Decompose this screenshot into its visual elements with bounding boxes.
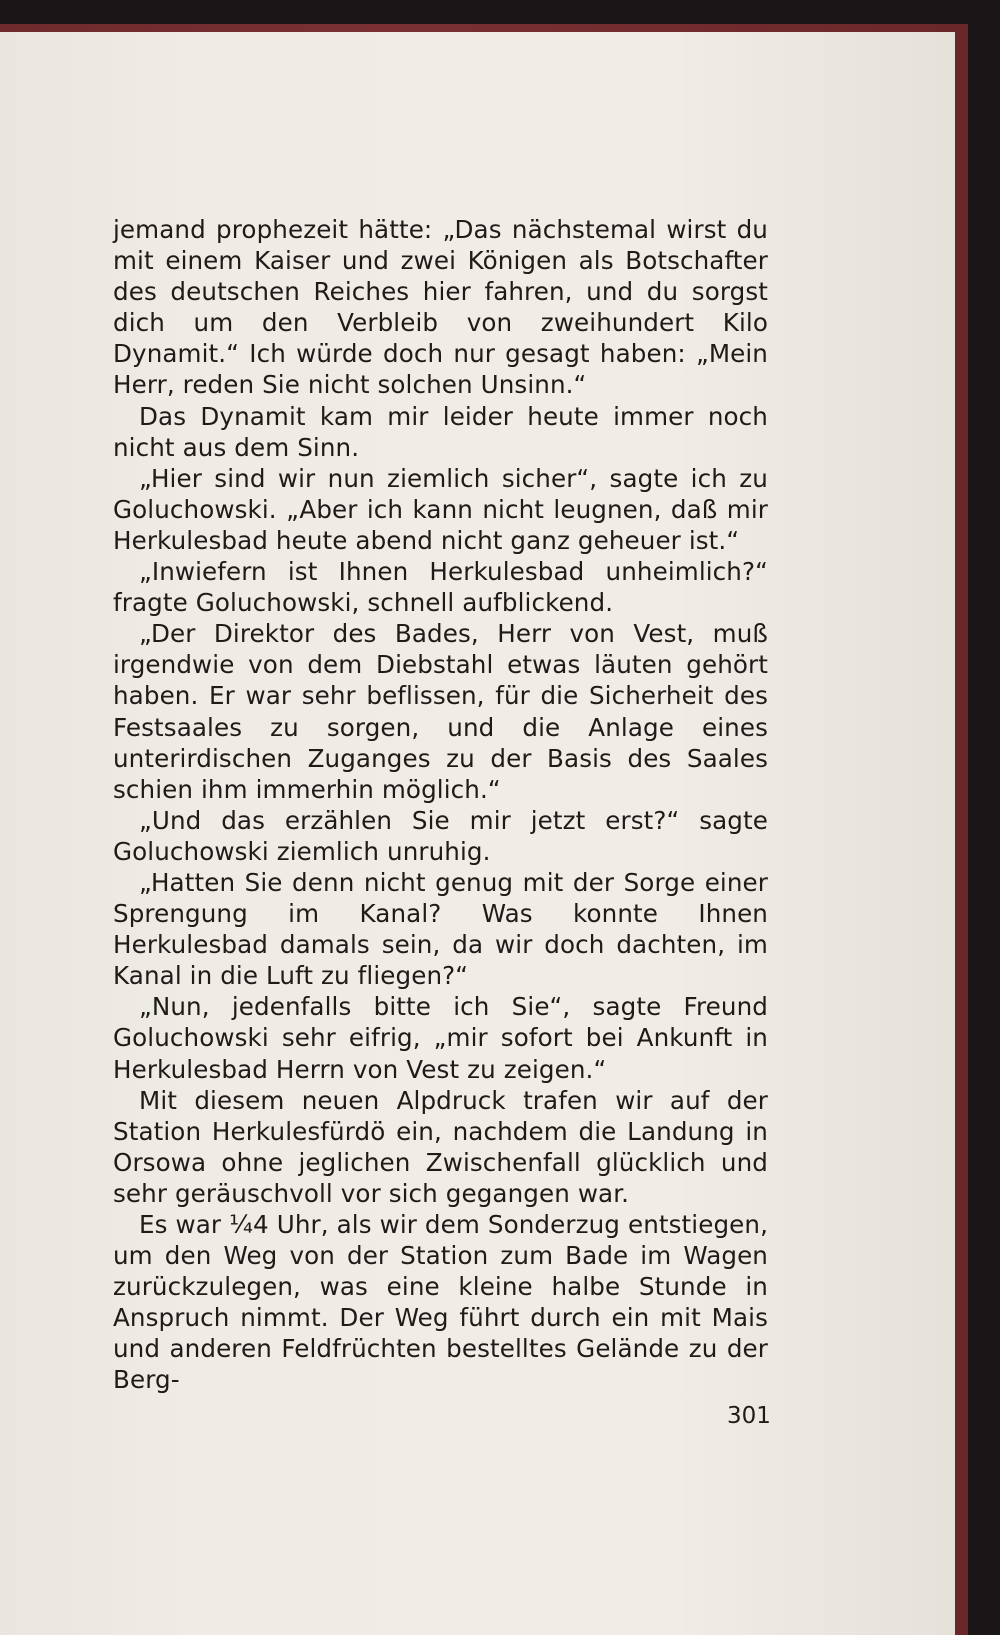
paragraph-9: Mit diesem neuen Alpdruck trafen wir auf der Station Herkulesfürdö ein, nachdem die Landung in Orsowa ohne jeglichen Zwischenfall glücklich und sehr geräuschvoll vor sich gegangen war. — [113, 1085, 768, 1208]
paragraph-3: „Hier sind wir nun ziemlich sicher“, sagte ich zu Goluchowski. „Aber ich kann nicht leugnen, daß mir Herkulesbad heute abend nicht ganz geheuer ist.“ — [113, 463, 768, 555]
paragraph-8: „Nun, jedenfalls bitte ich Sie“, sagte Freund Goluchowski sehr eifrig, „mir sofort bei Ankunft in Herkulesbad Herrn von Vest zu zeigen.“ — [113, 992, 768, 1084]
paragraph-7: „Hatten Sie denn nicht genug mit der Sorge einer Sprengung im Kanal? Was konnte Ihnen Herkulesbad damals sein, da wir doch dachten, im Kanal in die Luft zu fliegen?“ — [113, 867, 768, 991]
book-page — [0, 32, 955, 1635]
paragraph-1: jemand prophezeit hätte: „Das nächstemal wirst du mit einem Kaiser und zwei Königen als Botschafter des deutschen Reiches hier fahren, und du sorgst dich um den Verbleib von zweihundert Kilo Dynamit.“ Ich würde doch nur gesagt haben: „Mein Herr, reden Sie nicht solchen Unsinn.“ — [113, 215, 768, 400]
paragraph-10: Es war ¼4 Uhr, als wir dem Sonderzug entstiegen, um den Weg von der Station zum Bade im Wagen zurückzulegen, was eine kleine halbe Stunde in Anspruch nimmt. Der Weg führt durch ein mit Mais und anderen Feldfrüchten bestelltes Gelände zu der Berg- — [113, 1210, 768, 1395]
paragraph-2: Das Dynamit kam mir leider heute immer noch nicht aus dem Sinn. — [113, 401, 768, 462]
body-text — [113, 214, 768, 1396]
paragraph-5: „Der Direktor des Bades, Herr von Vest, muß irgendwie von dem Diebstahl etwas läuten gehört haben. Er war sehr beflissen, für die Sicherheit des Festsaales zu sorgen, und die Anlage eines unterirdischen Zuganges zu der Basis des Saales schien ihm immerhin möglich.“ — [113, 619, 768, 804]
paragraph-6: „Und das erzählen Sie mir jetzt erst?“ sagte Goluchowski ziemlich unruhig. — [113, 805, 768, 866]
paragraph-4: „Inwiefern ist Ihnen Herkulesbad unheimlich?“ fragte Goluchowski, schnell aufblickend. — [113, 557, 768, 618]
page-number: 301 — [727, 1403, 771, 1429]
